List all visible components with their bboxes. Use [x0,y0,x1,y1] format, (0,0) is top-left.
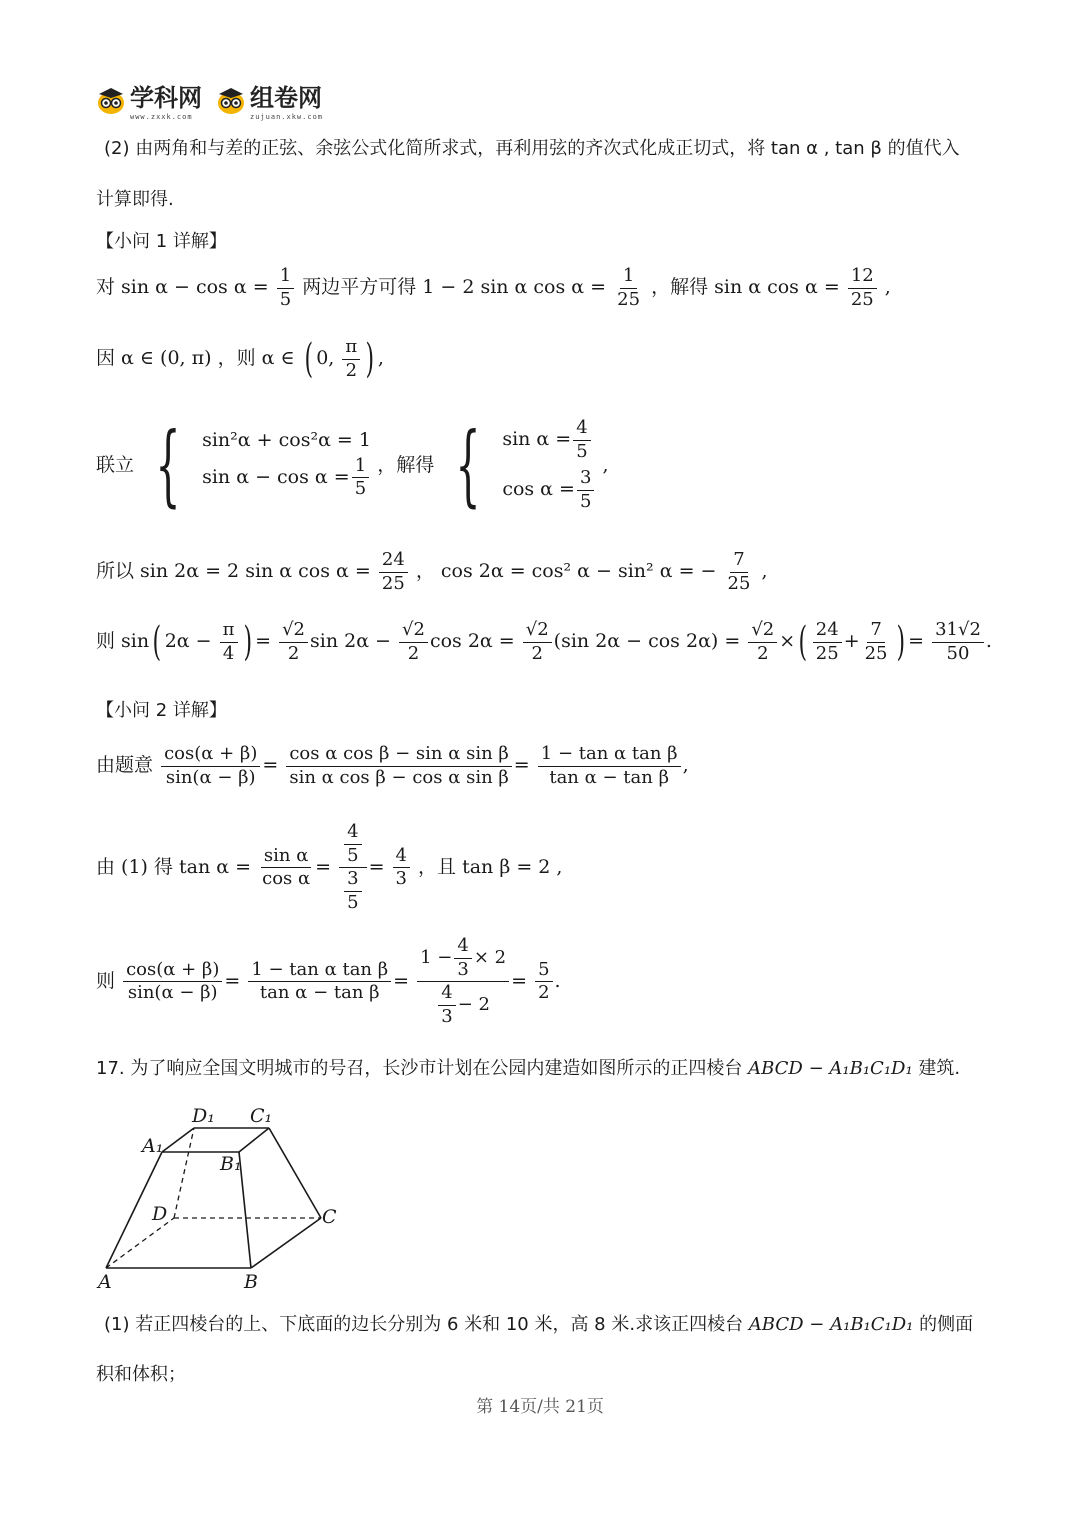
fraction: $\frac{√2}{2}$ [279,620,308,664]
text: = [908,630,925,653]
fraction: $\frac{\text{1 − tan α tan β}}{\text{tan α − tan β}}$ [248,960,391,1004]
frustum-figure [96,1100,356,1295]
text: = [255,630,272,653]
edge-AD [106,1218,174,1268]
text: 2α − [164,630,212,653]
text: , [761,560,768,583]
logo-zujuan [216,78,323,121]
system-2 [502,418,596,513]
fraction: $\frac{\cos(\alpha + \beta)}{\sin(\alpha - \beta)}$ [161,744,260,788]
fraction: $\frac{31√2}{50}$ [932,620,984,664]
text: 所以 sin 2α = 2 sin α cos α = [96,560,371,583]
text: ，则 α ∈ [217,347,295,370]
text: 对 sin α − cos α = [96,276,269,299]
text: = [262,754,279,777]
problem-17-stem [96,1060,960,1078]
q1-eq-line-1 [96,266,891,310]
fraction: $\frac{24}{25}$ [813,620,842,664]
q1-eq-line-5 [96,620,992,664]
brace: { [455,413,481,517]
text: + [843,630,860,653]
q1-eq-line-2 [96,337,384,381]
fraction: $\frac{5}{2}$ [535,960,552,1004]
q2-eq-line-3 [96,936,561,1028]
text: = [393,969,410,992]
paren: ( [798,619,808,666]
page-footer: 第 14页/共 21页 [476,1397,604,1417]
fraction: $\frac{√2}{2}$ [399,620,428,664]
fraction: $\frac{\pi}{4}$ [220,620,238,664]
fraction: $\frac{\pi}{2}$ [342,337,360,381]
fraction: $\frac{\cos(\alpha + \beta)}{\sin(\alpha - \beta)}$ [123,960,222,1004]
fraction: $\frac{√2}{2}$ [523,620,552,664]
text: , [377,347,384,370]
edge-B1C1 [239,1128,269,1152]
label-B: B [244,1271,258,1293]
text: 则 sin [96,630,150,653]
problem-17-sub1 [104,1316,973,1334]
compound-fraction: $\frac{\frac{4}{5}}{\frac{3}{5}}$ [339,822,366,914]
text: 则 [96,969,116,992]
text: 建筑. [918,1058,961,1079]
paren: ) [896,619,905,666]
logo2-url: zujuan.xkw.com [250,113,324,121]
fraction: $\frac{1}{25}$ [617,265,641,310]
text: = [511,969,528,992]
paren: ( [152,619,162,666]
q1-heading: 【小问 1 详解】 [96,231,227,252]
fraction: $\frac{1}{5}$ [277,266,294,310]
edge-CC1 [269,1128,321,1218]
system-1 [202,428,371,500]
label-D: D [152,1203,168,1225]
text: , [602,453,609,476]
solid-name: ABCD − A₁B₁C₁D₁ [748,1314,914,1335]
text: , [682,754,689,777]
row: cos α = $\frac{3}{5}$ [502,468,596,512]
paren: ( [304,336,313,383]
label-A1: A₁ [142,1135,164,1157]
text: 联立 [96,453,135,476]
text: cos 2α = [429,630,515,653]
text: 0, [316,347,335,370]
text: 由题意 [96,754,154,777]
text: = [224,969,241,992]
text: , [884,276,891,299]
q2-heading: 【小问 2 详解】 [96,700,227,721]
compound-fraction: 1 − $\frac{4}{3}$ × 2 $\frac{4}{3}$ − 2 [417,936,509,1028]
q2-eq-line-2 [96,822,562,914]
logo-xueke [96,78,202,121]
fraction: $\frac{24}{25}$ [379,550,408,594]
text: ， cos 2α = cos² α − sin² α = − [415,560,717,583]
fraction: $\frac{\text{1 − tan α tan β}}{\text{tan α − tan β}}$ [538,744,681,788]
q1-system-line [96,413,609,517]
row: sin²α + cos²α = 1 [202,428,371,451]
text: (sin 2α − cos 2α) = [553,630,741,653]
intro-line-2: 计算即得. [96,189,174,210]
text: = [513,754,530,777]
owl-mascot-icon [216,85,246,115]
text: (1) 若正四棱台的上、下底面的边长分别为 6 米和 10 米，高 8 米.求该正四棱台 [104,1314,744,1335]
fraction: $\frac{\text{sin α}}{\text{cos α}}$ [262,844,311,890]
fraction: $\frac{\text{cos α cos β − sin α sin β}}{\text{sin α cos β − cos α sin β}}$ [286,744,511,788]
fraction: $\frac{4}{3}$ [393,846,410,890]
row: sin α = $\frac{4}{5}$ [502,418,596,462]
brace: { [155,413,181,517]
text: 17. 为了响应全国文明城市的号召，长沙市计划在公园内建造如图所示的正四棱台 [96,1058,743,1079]
logo2-name: 组卷网 [250,84,322,112]
fraction: $\frac{√2}{2}$ [748,620,777,664]
q2-eq-line-1 [96,744,689,788]
fraction: $\frac{12}{25}$ [848,266,877,310]
label-A: A [98,1271,112,1293]
text: × [779,630,796,653]
text: . [554,969,561,992]
text: 由 (1) 得 tan α = [96,855,252,878]
edge-BC [251,1218,321,1268]
text: ，解得 sin α cos α = [651,276,840,299]
logo1-name: 学科网 [130,84,202,112]
text: = [315,855,332,878]
text: ，且 tan β = 2 , [418,855,563,878]
text: = [368,855,385,878]
text: 的侧面 [919,1314,974,1335]
text: 两边平方可得 1 − 2 sin α cos α = [302,276,607,299]
label-D1: D₁ [192,1105,215,1127]
fraction: $\frac{7}{25}$ [864,619,888,664]
logo1-url: www.zxxk.com [130,113,193,121]
text: 因 α ∈ [96,347,154,370]
q1-eq-line-4 [96,550,768,594]
paren: ) [243,619,252,666]
row: sin α − cos α = $\frac{1}{5}$ [202,456,371,500]
label-C1: C₁ [250,1105,273,1127]
text: . [985,630,992,653]
text: ，解得 [377,453,435,476]
fraction: $\frac{7}{25}$ [727,549,751,594]
interval: (0, π) [160,347,212,370]
owl-mascot-icon [96,85,126,115]
edge-D1A1 [162,1128,194,1152]
text: sin 2α − [310,630,391,653]
label-B1: B₁ [220,1153,242,1175]
paren: ) [365,336,375,383]
label-C: C [322,1206,337,1228]
intro-line-1: (2) 由两角和与差的正弦、余弦公式化简所求式，再利用弦的齐次式化成正切式，将 tan α , tan β 的值代入 [104,138,960,159]
problem-17-sub1-cont: 积和体积； [96,1364,186,1385]
solid-name: ABCD − A₁B₁C₁D₁ [748,1058,913,1079]
